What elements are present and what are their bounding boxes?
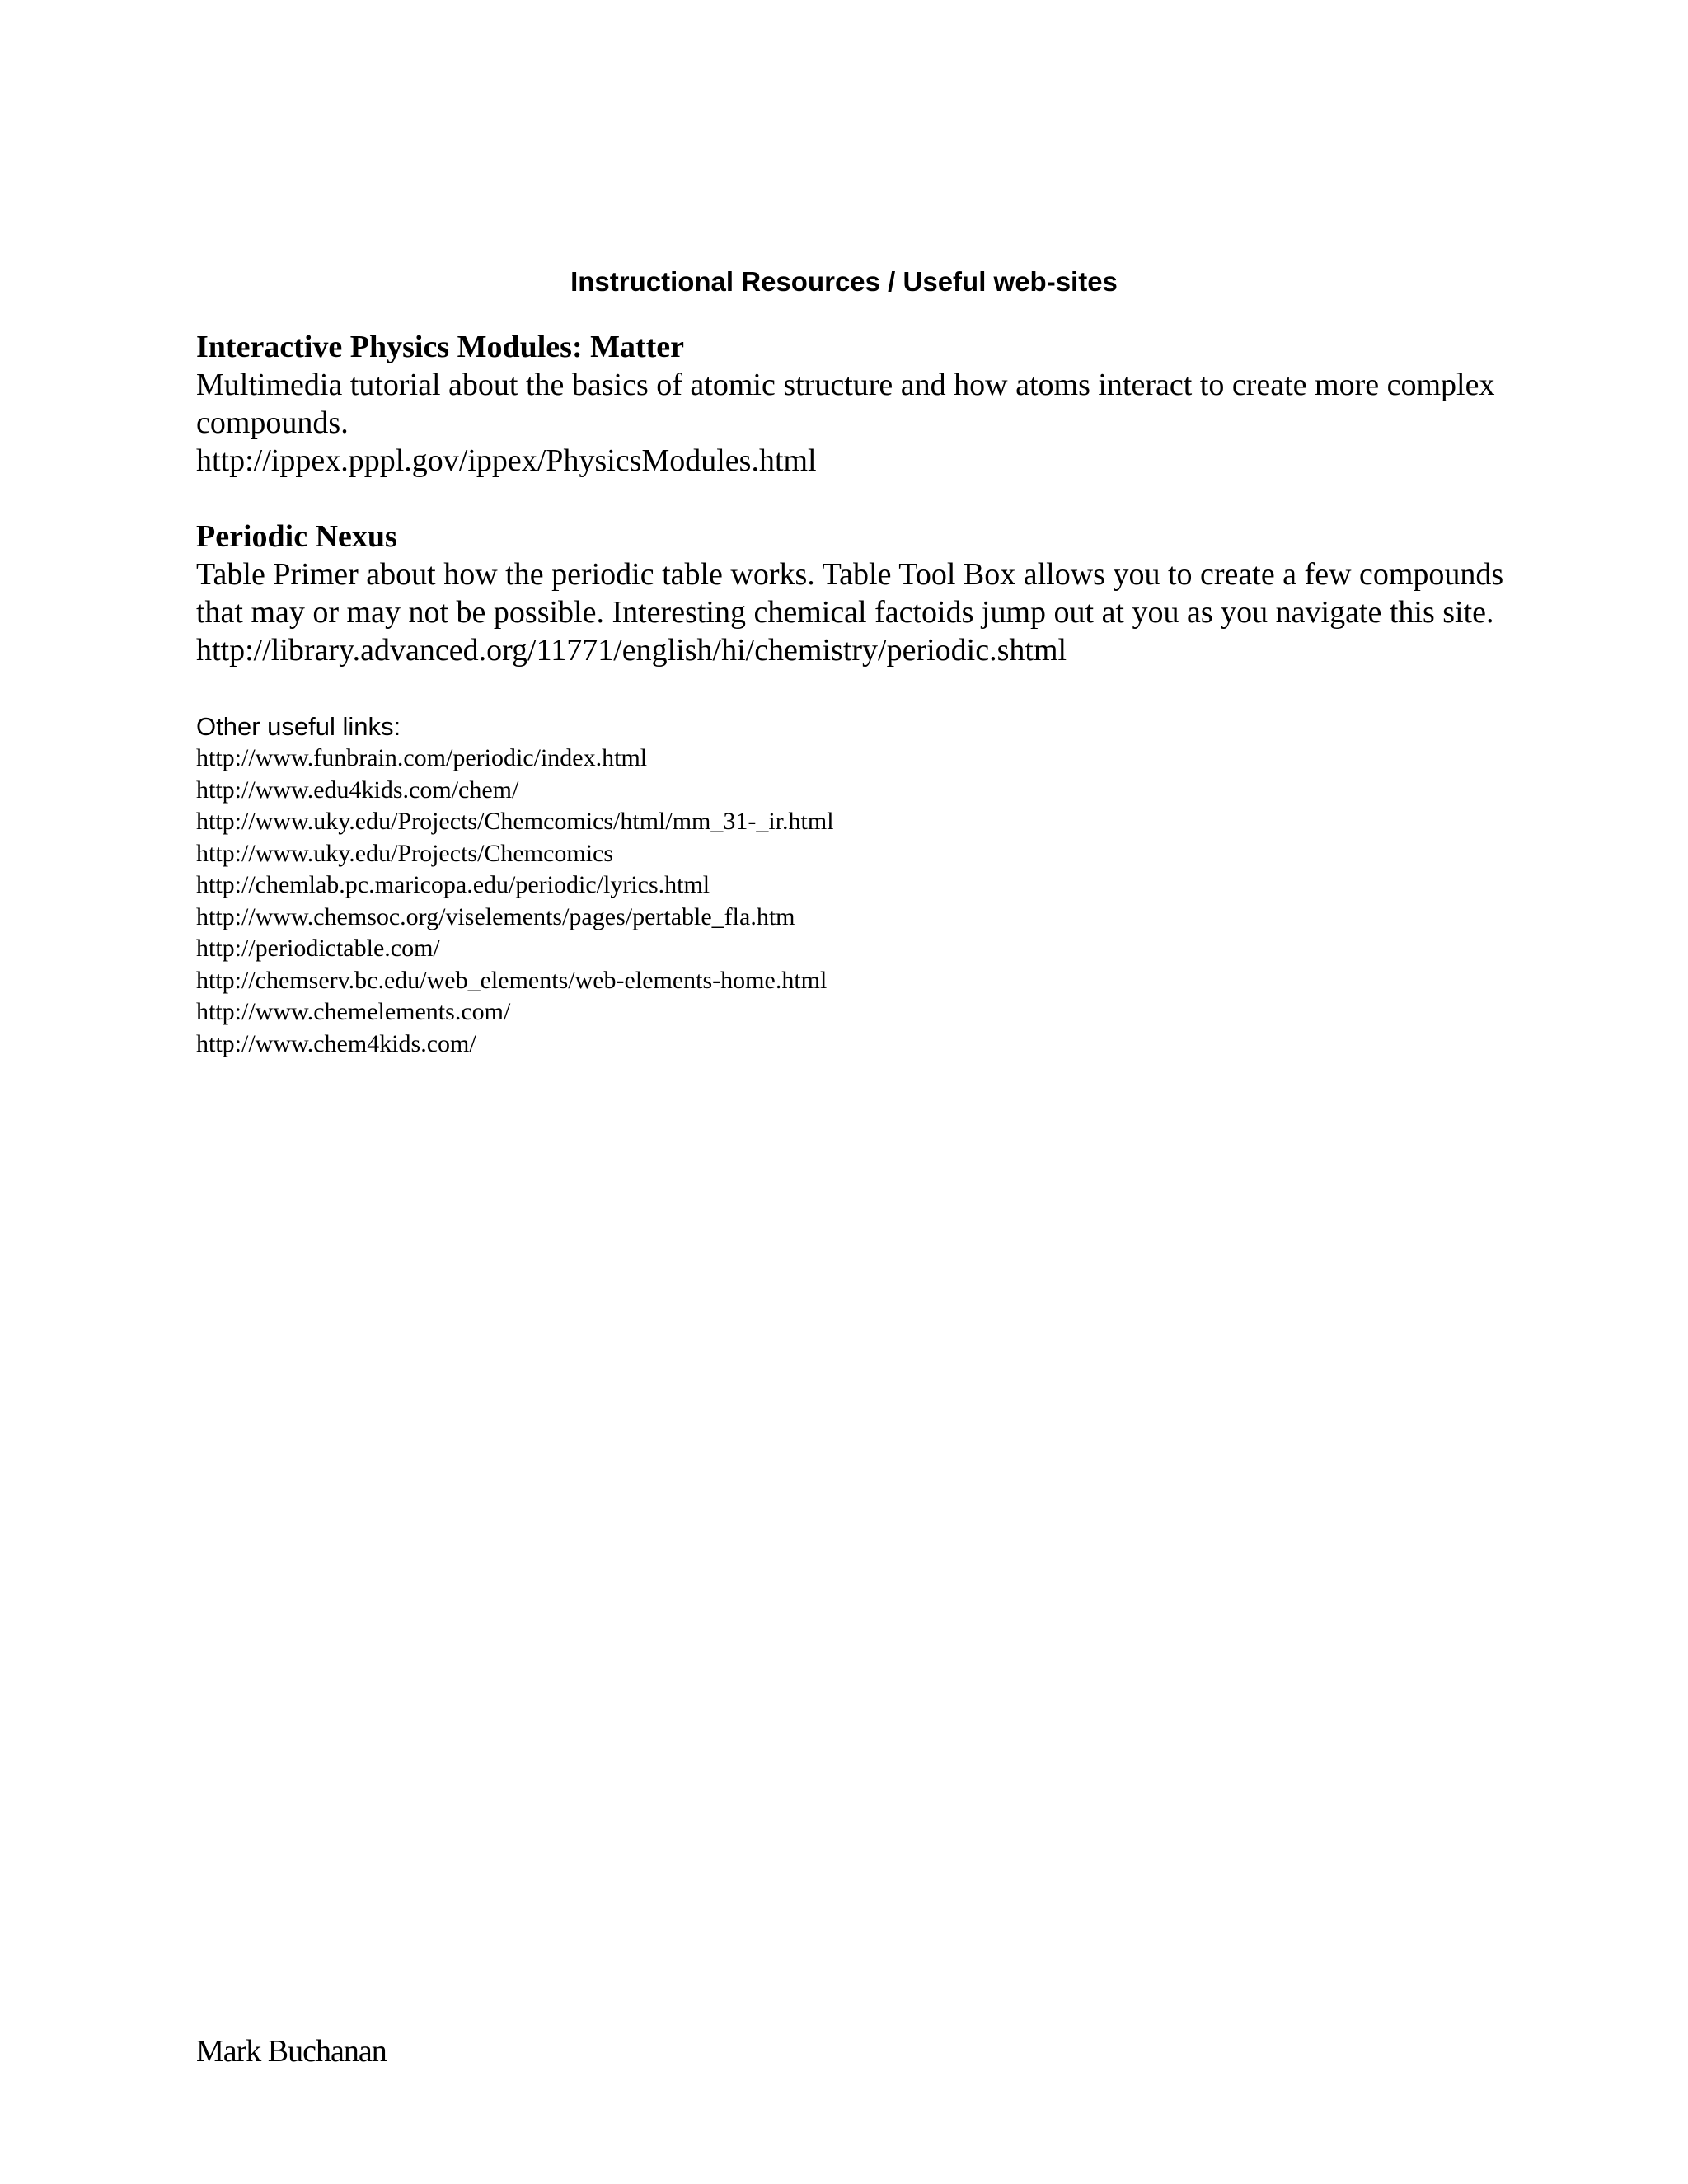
link-item: http://www.funbrain.com/periodic/index.html [196, 744, 648, 771]
link-item: http://www.uky.edu/Projects/Chemcomics/html/mm_31-_ir.html [196, 808, 834, 835]
other-links-list [196, 743, 1556, 1060]
link-item: http://www.chem4kids.com/ [196, 1029, 476, 1057]
section-url: http://library.advanced.org/11771/english/hi/chemistry/periodic.shtml [196, 633, 1067, 668]
resource-section-physics-modules [196, 328, 1556, 480]
other-links-heading: Other useful links: [196, 712, 401, 741]
page-title: Instructional Resources / Useful web-sites [570, 266, 1118, 297]
link-item: http://chemlab.pc.maricopa.edu/periodic/lyrics.html [196, 871, 710, 898]
link-item: http://www.chemelements.com/ [196, 998, 511, 1025]
link-item: http://www.chemsoc.org/viselements/pages/pertable_fla.htm [196, 902, 795, 930]
section-url: http://ippex.pppl.gov/ippex/PhysicsModules.html [196, 443, 817, 478]
link-item: http://chemserv.bc.edu/web_elements/web-elements-home.html [196, 966, 828, 994]
section-heading: Periodic Nexus [196, 519, 397, 554]
document-body [196, 328, 1556, 1060]
section-heading: Interactive Physics Modules: Matter [196, 330, 685, 364]
other-links-block [196, 710, 1556, 1060]
link-item: http://www.uky.edu/Projects/Chemcomics [196, 839, 614, 867]
link-item: http://www.edu4kids.com/chem/ [196, 776, 519, 804]
section-description: Multimedia tutorial about the basics of atomic structure and how atoms interact to create more complex compounds. [196, 368, 1495, 440]
link-item: http://periodictable.com/ [196, 935, 440, 962]
author-name: Mark Buchanan [196, 2034, 387, 2069]
resource-section-periodic-nexus [196, 518, 1556, 669]
section-description: Table Primer about how the periodic table works. Table Tool Box allows you to create a few compounds that may or may not be possible. Interesting chemical factoids jump out at you as you navigate this site. [196, 557, 1504, 630]
